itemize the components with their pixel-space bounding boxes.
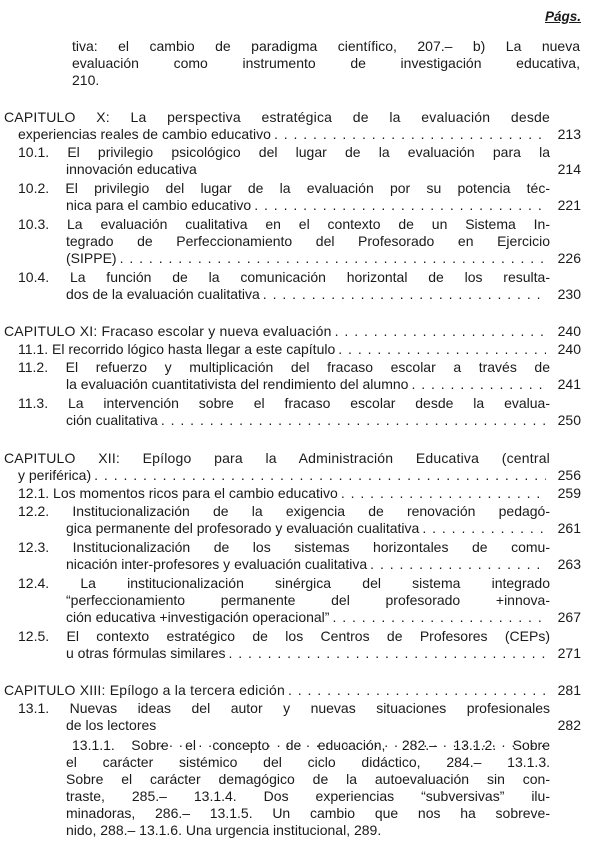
page-number: 267 [557, 609, 581, 625]
page-number: 263 [557, 556, 581, 572]
toc-entry: dos de la evaluación cualitativa . . . [66, 286, 550, 302]
subsection-text: 13.1.1. Sobre el concepto de educación, 282.– 13.1.2. Sobre [72, 737, 550, 753]
toc-entry: (SIPPE) . . . [66, 250, 550, 266]
toc-entry: nica para el cambio educativo . . . [66, 197, 550, 213]
toc-entry: gica permanente del profesorado y evaluación cualitativa . . . [66, 520, 550, 536]
toc-entry: ción cualitativa . . . [66, 412, 550, 428]
page-number: 271 [557, 645, 581, 661]
continuation-line: evaluación como instrumento de investigación educativa, [72, 55, 580, 71]
toc-entry: 10.1. El privilegio psicológico del lugar de la evaluación para la [18, 144, 550, 160]
subsection-text: minadoras, 286.– 13.1.5. Un cambio que nos ha sobreve- [66, 805, 550, 821]
subsection-text: Sobre el carácter demagógico de la autoevaluación sin con- [66, 771, 550, 787]
page-number: 214 [557, 161, 581, 177]
page-number: 213 [557, 126, 581, 142]
subsection-text: nido, 288.– 13.1.6. Una urgencia institucional, 289. [66, 822, 382, 838]
toc-entry: ción educativa +investigación operacional” . . . [66, 609, 550, 625]
page-number: 261 [557, 520, 581, 536]
page-number: 240 [557, 323, 581, 339]
toc-entry: innovación educativa [66, 161, 197, 177]
toc-entry: de los lectores [66, 717, 157, 733]
chapter-xi-title: CAPITULO XI: Fracaso escolar y nueva evaluación . . . [4, 323, 550, 339]
toc-entry: 10.3. La evaluación cualitativa en el contexto de un Sistema In- [18, 216, 550, 232]
page-number: 221 [557, 197, 581, 213]
page-number: 259 [557, 485, 581, 501]
toc-entry: 11.2. El refuerzo y multiplicación del fracaso escolar a través de [18, 359, 550, 375]
toc-entry: 13.1. Nuevas ideas del autor y nuevas situaciones profesionales [18, 700, 550, 716]
chapter-x-title-cont: experiencias reales de cambio educativo . . . [18, 126, 550, 142]
toc-entry: nicación inter-profesores y evaluación cualitativa . . . [66, 556, 550, 572]
page-number: 282 [557, 717, 581, 733]
toc-entry: 12.3. Institucionalización de los sistemas horizontales de comu- [18, 539, 550, 555]
subsection-text: el carácter sistémico del ciclo didáctico, 284.– 13.1.3. [66, 754, 550, 770]
page-number: 256 [557, 467, 581, 483]
continuation-line: 210. [72, 72, 100, 88]
toc-entry: 10.4. La función de la comunicación horizontal de los resulta- [18, 269, 550, 285]
page-number: 250 [557, 412, 581, 428]
page-number: 241 [557, 376, 581, 392]
toc-entry: 12.4. La institucionalización sinérgica del sistema integrado [18, 575, 550, 591]
toc-entry: 11.1. El recorrido lógico hasta llegar a este capítulo . . . [18, 341, 550, 357]
toc-entry: 10.2. El privilegio del lugar de la evaluación por su potencia téc- [18, 180, 550, 196]
chapter-x-title: CAPITULO X: La perspectiva estratégica de la evaluación desde [4, 109, 550, 125]
toc-entry: la evaluación cuantitativista del rendimiento del alumno . . . [66, 376, 550, 392]
page-number: 226 [557, 250, 581, 266]
chapter-xiii-title: CAPITULO XIII: Epílogo a la tercera edición . . . [4, 682, 550, 698]
continuation-line: tiva: el cambio de paradigma científico, 207.– b) La nueva [72, 38, 580, 54]
chapter-xii-title: CAPITULO XII: Epílogo para la Administración Educativa (central [4, 450, 550, 466]
pags-header: Págs. [544, 9, 581, 24]
page-number: 240 [557, 341, 581, 357]
toc-entry: 12.5. El contexto estratégico de los Centros de Profesores (CEPs) [18, 628, 550, 644]
page-number: 230 [557, 286, 581, 302]
toc-entry: 12.2. Institucionalización de la exigencia de renovación pedagó- [18, 503, 550, 519]
chapter-xii-title-cont: y periférica) . . . [18, 467, 550, 483]
toc-entry: “perfeccionamiento permanente del profesorado +innova- [66, 592, 550, 608]
toc-entry: 11.3. La intervención sobre el fracaso escolar desde la evalua- [18, 395, 550, 411]
page-number: 281 [557, 682, 581, 698]
toc-entry: tegrado de Perfeccionamiento del Profesorado en Ejercicio [66, 233, 550, 249]
subsection-text: traste, 285.– 13.1.4. Dos experiencias “subversivas” ilu- [66, 788, 550, 804]
toc-entry: u otras fórmulas similares . . . [66, 645, 550, 661]
toc-entry: 12.1. Los momentos ricos para el cambio educativo . . . [18, 485, 550, 501]
